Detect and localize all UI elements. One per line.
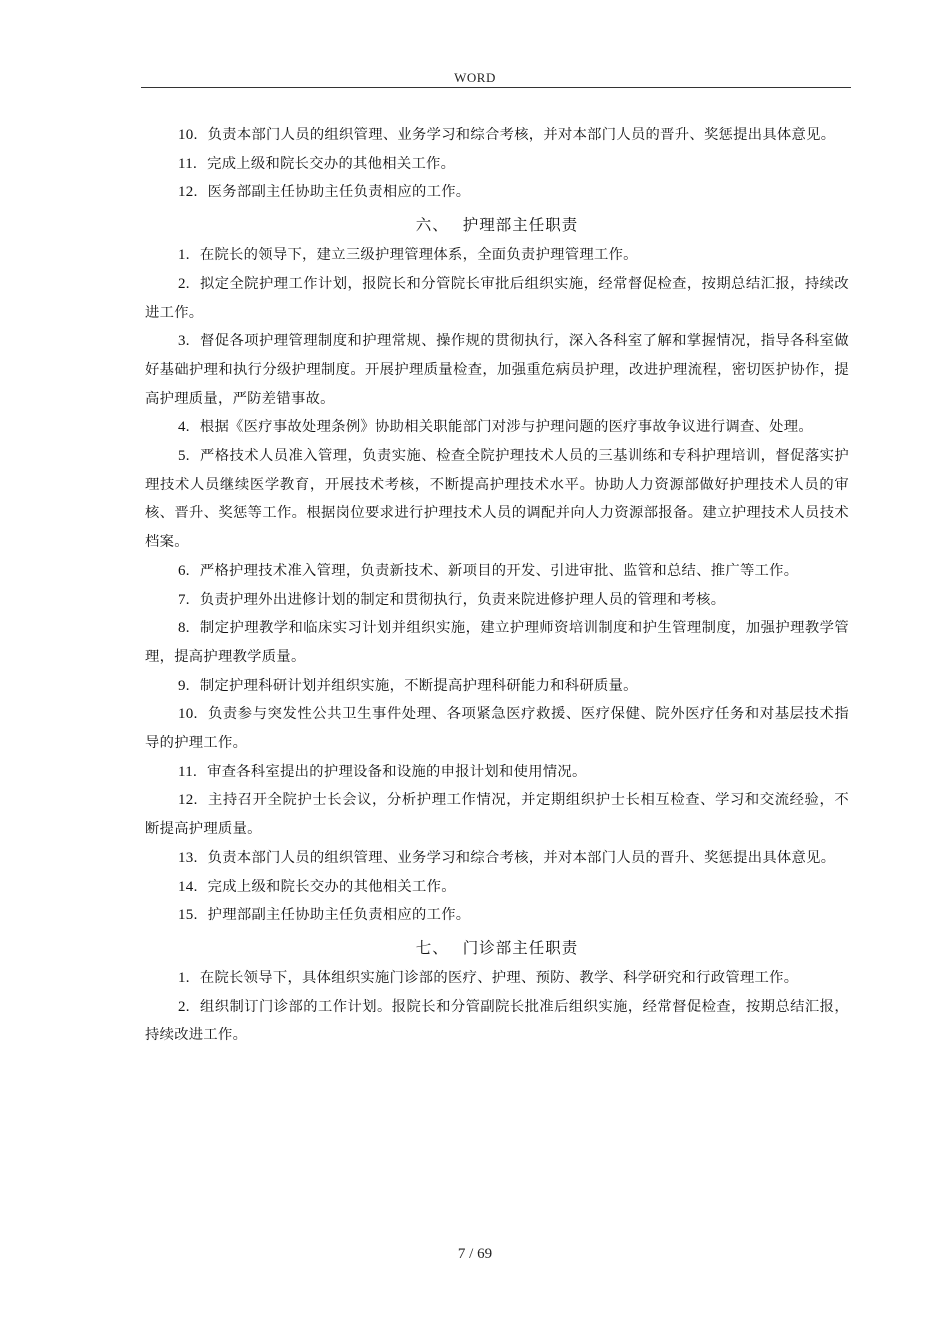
list-item [145,758,849,787]
list-item-text: 负责本部门人员的组织管理、业务学习和综合考核，并对本部门人员的晋升、奖惩提出具体意见。 [207,127,836,143]
list-item [145,241,849,270]
list-item [145,178,849,207]
list-item [145,901,849,930]
list-item-number: 7. [178,591,190,608]
list-item-number: 6. [178,562,190,579]
list-item [145,150,849,179]
list-item [145,557,849,586]
list-item-text: 完成上级和院长交办的其他相关工作。 [207,878,456,895]
section-heading-number: 六、 [415,216,449,235]
list-item-number: 5. [178,448,190,465]
list-item-number: 1. [178,247,190,264]
list-item-text: 拟定全院护理工作计划，报院长和分管院长审批后组织实施，经常督促检查，按期总结汇报，持续改进工作。 [145,275,849,321]
list-item [145,672,849,701]
list-item-text: 负责参与突发性公共卫生事件处理、各项紧急医疗救援、医疗保健、院外医疗任务和对基层技术指导的护理工作。 [145,706,849,752]
list-item-text: 完成上级和院长交办的其他相关工作。 [207,155,456,172]
list-item-text: 负责本部门人员的组织管理、业务学习和综合考核，并对本部门人员的晋升、奖惩提出具体意见。 [207,849,836,866]
list-item [145,700,849,757]
list-item-text: 在院长领导下，具体组织实施门诊部的医疗、护理、预防、教学、科学研究和行政管理工作。 [199,969,799,986]
list-item-number: 12. [178,792,198,809]
list-item-number: 1. [178,969,190,986]
document-body [145,121,849,1050]
list-item [145,413,849,442]
page-header-label: WORD [454,70,496,85]
list-item [145,270,849,327]
list-item-text: 严格护理技术准入管理，负责新技术、新项目的开发、引进审批、监管和总结、推广等工作。 [199,562,799,579]
list-item [145,121,849,150]
list-item [145,786,849,843]
list-item-text: 医务部副主任协助主任负责相应的工作。 [207,184,471,201]
list-item-text: 主持召开全院护士长会议，分析护理工作情况，并定期组织护士长相互检查、学习和交流经验，不断提高护理质量。 [145,792,849,838]
header-divider [141,87,851,88]
list-item-number: 3. [178,333,190,350]
list-item-number: 9. [178,677,190,694]
list-item-number: 13. [178,849,198,866]
list-item-number: 12. [178,184,198,201]
list-item [145,586,849,615]
list-item-text: 制定护理科研计划并组织实施，不断提高护理科研能力和科研质量。 [199,677,638,694]
list-item-text: 审查各科室提出的护理设备和设施的申报计划和使用情况。 [207,763,587,780]
list-item-text: 在院长的领导下，建立三级护理管理体系，全面负责护理管理工作。 [199,247,638,264]
list-item-text: 组织制订门诊部的工作计划。报院长和分管副院长批准后组织实施，经常督促检查，按期总结汇报，持续改进工作。 [145,998,849,1044]
list-item-number: 11. [178,763,198,780]
section-heading [145,930,849,964]
list-item-number: 10. [178,706,198,723]
list-item [145,844,849,873]
list-item-number: 2. [178,275,190,292]
section-heading-title: 门诊部主任职责 [462,938,579,957]
list-item-number: 4. [178,419,190,436]
list-item [145,327,849,413]
list-item-text: 严格技术人员准入管理，负责实施、检查全院护理技术人员的三基训练和专科护理培训，督促落实护理技术人员继续医学教育，开展技术考核，不断提高护理技术水平。协助人力资源部做好护理技术人员的审核、晋升、奖惩等工作。根据岗位要求进行护理技术人员的调配并向人力资源部报备。建立护理技术人员技术档案。 [145,448,849,551]
list-item-text: 护理部副主任协助主任负责相应的工作。 [207,907,471,924]
list-item [145,442,849,557]
list-item-number: 10. [178,127,198,143]
list-item-number: 14. [178,878,198,895]
list-item [145,993,849,1050]
page-number: 7 / 69 [457,1246,493,1262]
list-item-number: 2. [178,998,190,1015]
list-item [145,964,849,993]
list-item-text: 督促各项护理管理制度和护理常规、操作规的贯彻执行，深入各科室了解和掌握情况，指导各科室做好基础护理和执行分级护理制度。开展护理质量检查，加强重危病员护理，改进护理流程，密切医护协作，提高护理质量，严防差错事故。 [145,333,849,407]
list-item-number: 11. [178,155,198,172]
section-heading [145,207,849,241]
section-heading-title: 护理部主任职责 [462,216,579,235]
list-item-text: 根据《医疗事故处理条例》协助相关职能部门对涉与护理问题的医疗事故争议进行调查、处理。 [199,419,813,436]
section-heading-number: 七、 [415,938,449,957]
list-item-number: 15. [178,907,198,924]
list-item [145,614,849,671]
list-item-text: 负责护理外出进修计划的制定和贯彻执行，负责来院进修护理人员的管理和考核。 [199,591,726,608]
list-item-number: 8. [178,620,190,637]
list-item [145,873,849,902]
list-item-text: 制定护理教学和临床实习计划并组织实施，建立护理师资培训制度和护生管理制度，加强护理教学管理，提高护理教学质量。 [145,620,849,665]
